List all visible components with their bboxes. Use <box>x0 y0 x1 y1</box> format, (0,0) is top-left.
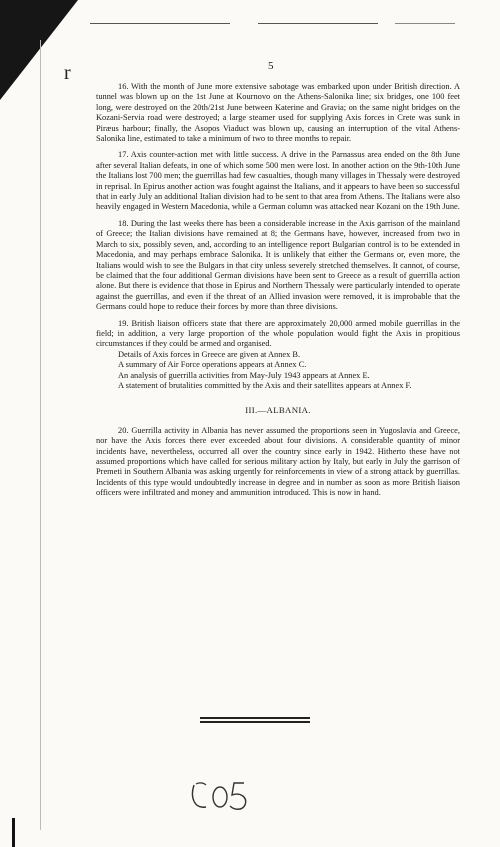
page-number: 5 <box>268 60 274 72</box>
paragraph-17: 17. Axis counter-action met with little success. A drive in the Parnassus area ended on the 8th June after several Italian defeats, in one of which some 500 men were lost. In another action on the 9th-10th June the Italians lost 700 men; the guerrillas had few casualties, though many villages in Thessaly were destroyed in reprisal. In Epirus another action was fought against the Italians, and it appears to have been so successful that in early July an additional Italian division had to be sent to that area from Athens. The Italians were also heavily engaged in Western Macedonia, while a German column was attacked near Kozani on the 19th June. <box>96 150 460 212</box>
annex-line-c: A summary of Air Force operations appears at Annex C. <box>118 360 307 370</box>
handwritten-page-note <box>188 775 268 817</box>
scan-edge-mark <box>12 818 15 847</box>
annex-line-b: Details of Axis forces in Greece are given at Annex B. <box>118 349 301 359</box>
annex-line-e: An analysis of guerrilla activities from May-July 1943 appears at Annex E. <box>118 370 370 380</box>
paragraph-16: 16. With the month of June more extensive sabotage was embarked upon under British direction. A tunnel was blown up on the 1st June at Kournovo on the Athens-Salonika line; six bridges, one 100 feet long, were destroyed on the 20th/21st June between Katerine and Gravia; on the same night bridges on the Kozani-Servia road were destroyed; a large steamer used for supplying Axis forces in Crete was sunk in Piræus harbour; finally, the Asopos Viaduct was blown up, causing an interruption of the vital Athens-Salonika line, estimated to take a minimum of two to three months to repair. <box>96 82 460 144</box>
paragraph-19: 19. British liaison officers state that there are approximately 20,000 armed mobile guerrillas in the field; in addition, a very large proportion of the whole population would fight the Axis in propitious circumstances if they could be armed and organised. <box>96 318 460 349</box>
top-rule-left <box>90 23 230 24</box>
paragraph-20: 20. Guerrilla activity in Albania has never assumed the proportions seen in Yugoslavia and Greece, nor have the Axis forces there ever exceeded about four divisions. A considerable quantity of minor incidents have, nevertheless, occurred all over the country since early in 1942. Hitherto these have not assumed proportions which have called for serious military action by Italy, but early in July the garrison of Premeti in Southern Albania was asking urgently for reinforcements in view of a strong attack by guerrillas. Incidents of this type would undoubtedly increase in degree and in number as soon as more British liaison officers were infiltrated and money and ammunition introduced. This is now in hand. <box>96 425 460 498</box>
top-rule-tail <box>395 23 455 24</box>
top-rule-right <box>258 23 378 24</box>
section-heading-albania: III.—ALBANIA. <box>245 405 311 416</box>
margin-mark: r <box>64 62 71 84</box>
paragraph-18: 18. During the last weeks there has been a considerable increase in the Axis garrison of the mainland of Greece; the Italian divisions have remained at 8; the Germans have, however, increased from two in March to six, possibly seven, and, according to an intelligence report Bulgarian control is to be extended in Macedonia, and may perhaps embrace Salonika. It is unlikely that either the Germans or, even more, the Italians would wish to see the Bulgars in that city unless severely stretched themselves. It cannot, of course, be claimed that the four additional German divisions have been sent to Greece as a result of guerrilla action alone. But there is evidence that those in Epirus and Northern Thessaly were particularly intended to operate against the guerrillas, and even if the threat of an Allied invasion were removed, it is improbable that the Germans could hope to reduce their forces by more than three divisions. <box>96 218 460 312</box>
scan-corner-shadow <box>0 0 90 110</box>
handwritten-note-text: 005 <box>188 802 212 817</box>
annex-line-f: A statement of brutalities committed by the Axis and their satellites appears at Annex F. <box>118 380 412 390</box>
left-margin-line <box>40 40 41 830</box>
body-text <box>96 82 460 499</box>
closing-rule-upper <box>200 717 310 719</box>
closing-rule-lower <box>200 721 310 723</box>
